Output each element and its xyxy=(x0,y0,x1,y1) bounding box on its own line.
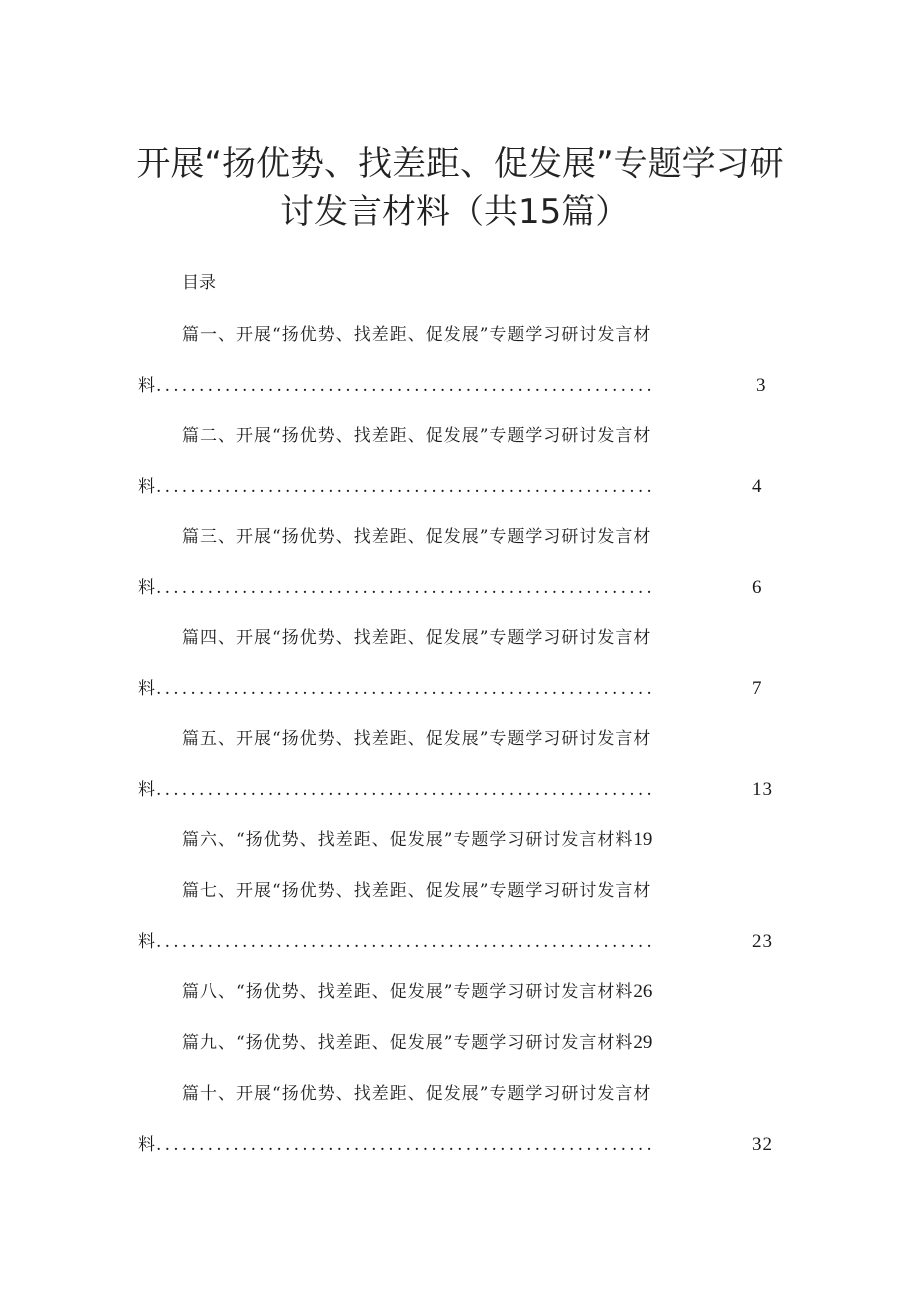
title-line-2: 讨发言材料（共15篇） xyxy=(280,192,630,232)
toc-entry-title: 篇七、开展“扬优势、找差距、促发展”专题学习研讨发言材 xyxy=(182,881,652,901)
toc-leader-dots: .......................................................... xyxy=(156,376,656,396)
toc-entry-title: 篇一、开展“扬优势、找差距、促发展”专题学习研讨发言材 xyxy=(182,325,652,345)
toc-entry-1[interactable] xyxy=(182,320,651,345)
toc-entry-tail: 料 xyxy=(138,932,156,952)
toc-entry-1-cont[interactable] xyxy=(138,371,778,397)
toc-page-number: 23 xyxy=(752,931,773,952)
toc-entry-tail: 料 xyxy=(138,376,156,396)
toc-entry-10-cont[interactable] xyxy=(138,1130,778,1156)
toc-page-number: 32 xyxy=(752,1134,773,1155)
toc-entry-title: 篇四、开展“扬优势、找差距、促发展”专题学习研讨发言材 xyxy=(182,628,652,648)
toc-leader-dots: .......................................................... xyxy=(156,780,656,800)
toc-entry-4-cont[interactable] xyxy=(138,674,768,700)
toc-page-number: 4 xyxy=(752,476,763,497)
toc-entry-3[interactable] xyxy=(182,522,651,547)
toc-entry-6[interactable] xyxy=(182,825,652,851)
toc-entry-tail: 料 xyxy=(138,1135,156,1155)
toc-entry-7[interactable] xyxy=(182,876,651,901)
toc-leader-dots: .......................................................... xyxy=(156,578,656,598)
toc-leader-dots: .......................................................... xyxy=(156,932,656,952)
toc-entry-7-cont[interactable] xyxy=(138,927,778,953)
toc-entry-3-cont[interactable] xyxy=(138,573,768,599)
toc-entry-tail: 料 xyxy=(138,780,156,800)
toc-page-number: 19 xyxy=(633,829,653,850)
toc-entry-8[interactable] xyxy=(182,977,652,1003)
toc-entry-title: 篇八、“扬优势、找差距、促发展”专题学习研讨发言材料 xyxy=(182,982,634,1002)
toc-entry-tail: 料 xyxy=(138,578,156,598)
toc-leader-dots: .......................................................... xyxy=(156,1135,656,1155)
toc-entry-9[interactable] xyxy=(182,1028,652,1054)
toc-page-number: 3 xyxy=(756,375,767,396)
toc-leader-dots: .......................................................... xyxy=(156,477,656,497)
toc-entry-tail: 料 xyxy=(138,477,156,497)
toc-entry-tail: 料 xyxy=(138,679,156,699)
toc-entry-5[interactable] xyxy=(182,724,651,749)
toc-page-number: 6 xyxy=(752,577,763,598)
toc-entry-5-cont[interactable] xyxy=(138,775,778,801)
title-line-1: 开展“扬优势、找差距、促发展”专题学习研 xyxy=(136,144,784,184)
toc-page-number: 13 xyxy=(752,779,773,800)
toc-page-number: 7 xyxy=(752,678,763,699)
toc-heading: 目录 xyxy=(182,273,216,293)
toc-entry-title: 篇十、开展“扬优势、找差距、促发展”专题学习研讨发言材 xyxy=(182,1084,652,1104)
toc-entry-title: 篇六、“扬优势、找差距、促发展”专题学习研讨发言材料 xyxy=(182,830,634,850)
toc-page-number: 29 xyxy=(633,1032,653,1053)
toc-entry-2-cont[interactable] xyxy=(138,472,768,498)
toc-leader-dots: .......................................................... xyxy=(156,679,656,699)
toc-entry-title: 篇五、开展“扬优势、找差距、促发展”专题学习研讨发言材 xyxy=(182,729,652,749)
toc-entry-4[interactable] xyxy=(182,623,651,648)
toc-entry-title: 篇九、“扬优势、找差距、促发展”专题学习研讨发言材料 xyxy=(182,1033,634,1053)
toc-entry-10[interactable] xyxy=(182,1079,651,1104)
toc-entry-title: 篇二、开展“扬优势、找差距、促发展”专题学习研讨发言材 xyxy=(182,426,652,446)
toc-entry-2[interactable] xyxy=(182,421,651,446)
toc-entry-title: 篇三、开展“扬优势、找差距、促发展”专题学习研讨发言材 xyxy=(182,527,652,547)
toc-page-number: 26 xyxy=(633,981,653,1002)
